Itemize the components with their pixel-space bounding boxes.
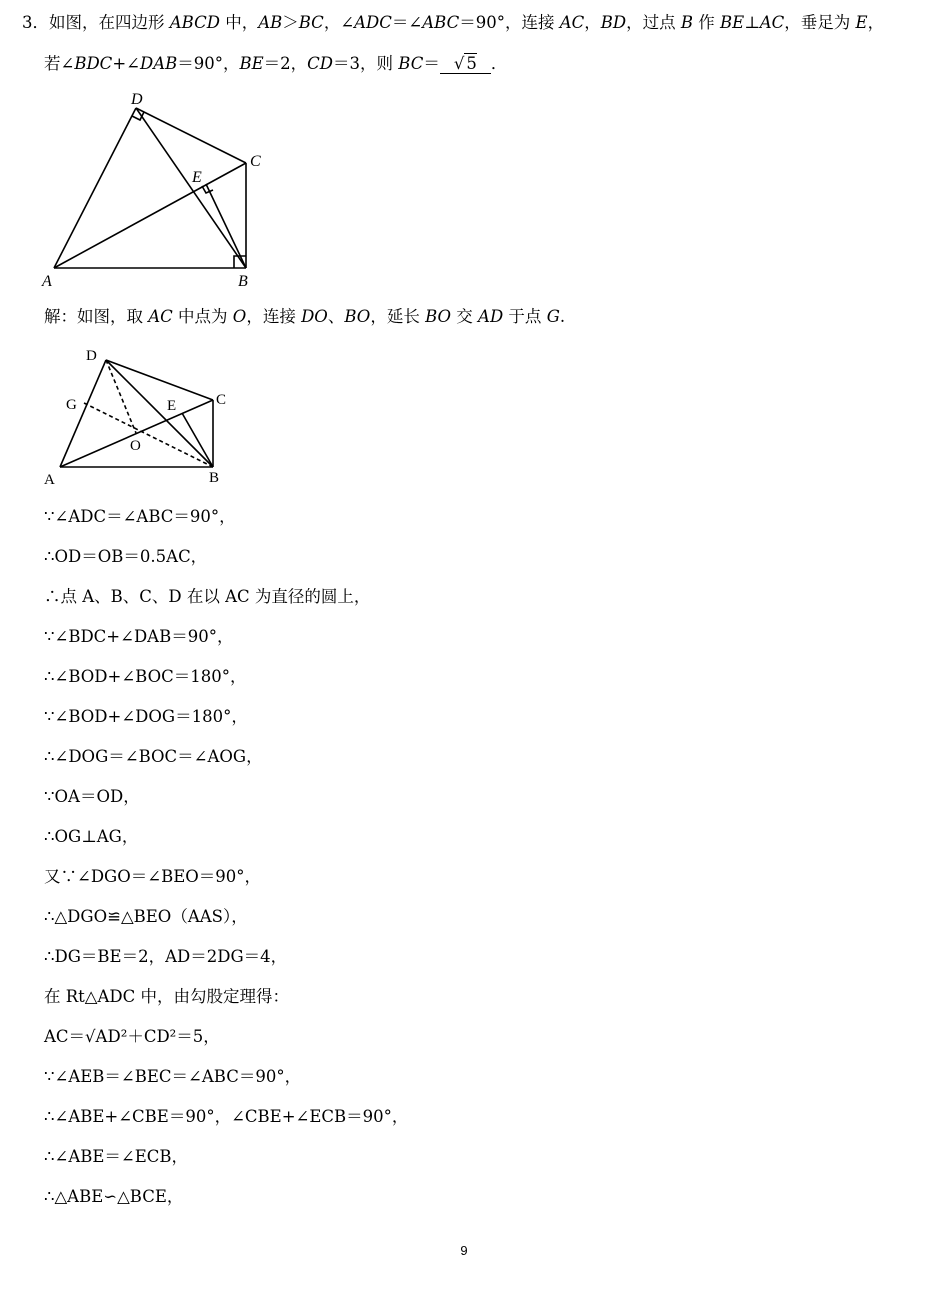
math: BDC	[74, 54, 113, 73]
text: ＞	[282, 13, 299, 32]
text: .	[559, 307, 566, 326]
text: ＝	[423, 54, 440, 73]
text: ，过点	[626, 13, 681, 32]
math: DAB	[139, 54, 178, 73]
math: BC	[398, 54, 424, 73]
text: 交	[451, 307, 479, 326]
math: BE	[239, 54, 264, 73]
fig2-label-c: C	[216, 392, 227, 408]
step-6: ∵∠BOD+∠DOG＝180°，	[44, 707, 248, 726]
math: O	[232, 307, 247, 326]
step-3: ∴点 A、B、C、D 在以 AC 为直径的圆上，	[44, 587, 371, 606]
page-number: 9	[460, 1243, 468, 1258]
math: B	[680, 13, 694, 32]
figure-1	[36, 88, 276, 294]
problem-line-2	[44, 53, 507, 75]
text: ＝∠	[391, 13, 423, 32]
solution-intro	[44, 306, 565, 328]
math: BD	[600, 13, 627, 32]
answer-blank	[440, 54, 491, 74]
answer-value: 5	[466, 54, 477, 73]
text: ＝3，则	[333, 54, 399, 73]
fig2-label-g: G	[66, 397, 77, 413]
text: 若∠	[44, 54, 75, 73]
step-10: 又∵∠DGO＝∠BEO＝90°，	[44, 867, 262, 886]
math: ADC	[354, 13, 392, 32]
math: ABC	[422, 13, 460, 32]
text: 解：如图，取	[44, 307, 149, 326]
text: 中点为	[172, 307, 233, 326]
text: 中，	[219, 13, 259, 32]
math: CD	[307, 54, 334, 73]
math: ABCD	[169, 13, 220, 32]
step-18: ∴△ABE∽△BCE，	[44, 1187, 184, 1206]
fig1-label-b: B	[238, 273, 248, 290]
step-16: ∴∠ABE+∠CBE＝90°，∠CBE+∠ECB＝90°，	[44, 1107, 409, 1126]
fig1-label-e: E	[192, 169, 202, 186]
answer-sqrt: √	[453, 54, 465, 73]
text: 作	[693, 13, 721, 32]
step-5: ∴∠BOD+∠BOC＝180°，	[44, 667, 247, 686]
step-2: ∴OD＝OB＝0.5AC，	[44, 547, 208, 566]
text: ，延长	[370, 307, 426, 326]
math: BO	[344, 307, 371, 326]
text: ＝90°，连接	[459, 13, 560, 32]
problem-line-1	[22, 12, 884, 34]
step-15: ∵∠AEB＝∠BEC＝∠ABC＝90°，	[44, 1067, 302, 1086]
step-14: AC＝√AD²＋CD²＝5，	[44, 1027, 220, 1046]
step-17: ∴∠ABE＝∠ECB，	[44, 1147, 189, 1166]
math: G	[546, 307, 560, 326]
fig1-label-a: A	[42, 273, 52, 290]
math: AD	[478, 307, 504, 326]
step-4: ∵∠BDC+∠DAB＝90°，	[44, 627, 234, 646]
fig1-label-d: D	[131, 91, 143, 108]
step-13: 在 Rt△ADC 中，由勾股定理得：	[44, 987, 290, 1006]
math: AC	[148, 307, 173, 326]
text: ，	[584, 13, 601, 32]
fig2-label-b: B	[209, 470, 220, 486]
fig2-label-a: A	[44, 472, 55, 488]
text: ，垂足为	[784, 13, 856, 32]
text: ．	[490, 54, 508, 73]
step-7: ∴∠DOG＝∠BOC＝∠AOG，	[44, 747, 263, 766]
figure-2	[36, 342, 246, 492]
text: 于点	[503, 307, 547, 326]
math: AC	[559, 13, 585, 32]
text: ＝90°，	[177, 54, 240, 73]
step-9: ∴OG⊥AG，	[44, 827, 139, 846]
text: ，	[867, 13, 885, 32]
text: ⊥	[744, 13, 760, 32]
problem-number: 3．	[22, 13, 49, 32]
step-12: ∴DG＝BE＝2，AD＝2DG＝4，	[44, 947, 288, 966]
step-11: ∴△DGO≌△BEO（AAS），	[44, 907, 248, 926]
fig2-label-e: E	[167, 398, 177, 414]
text: +∠	[112, 54, 140, 73]
fig1-label-c: C	[250, 153, 261, 170]
math: BE	[720, 13, 745, 32]
math: E	[855, 13, 868, 32]
math: DO	[301, 307, 328, 326]
text: 、	[327, 307, 345, 326]
math: BO	[425, 307, 452, 326]
text: 如图，在四边形	[49, 13, 170, 32]
text: ，∠	[323, 13, 355, 32]
math: AC	[759, 13, 785, 32]
math: AB	[258, 13, 283, 32]
text: ＝2，	[263, 54, 308, 73]
fig2-label-d: D	[86, 348, 97, 364]
math: BC	[298, 13, 324, 32]
fig2-label-o: O	[130, 438, 141, 454]
step-1: ∵∠ADC＝∠ABC＝90°，	[44, 507, 236, 526]
text: ，连接	[246, 307, 302, 326]
step-8: ∵OA＝OD，	[44, 787, 140, 806]
